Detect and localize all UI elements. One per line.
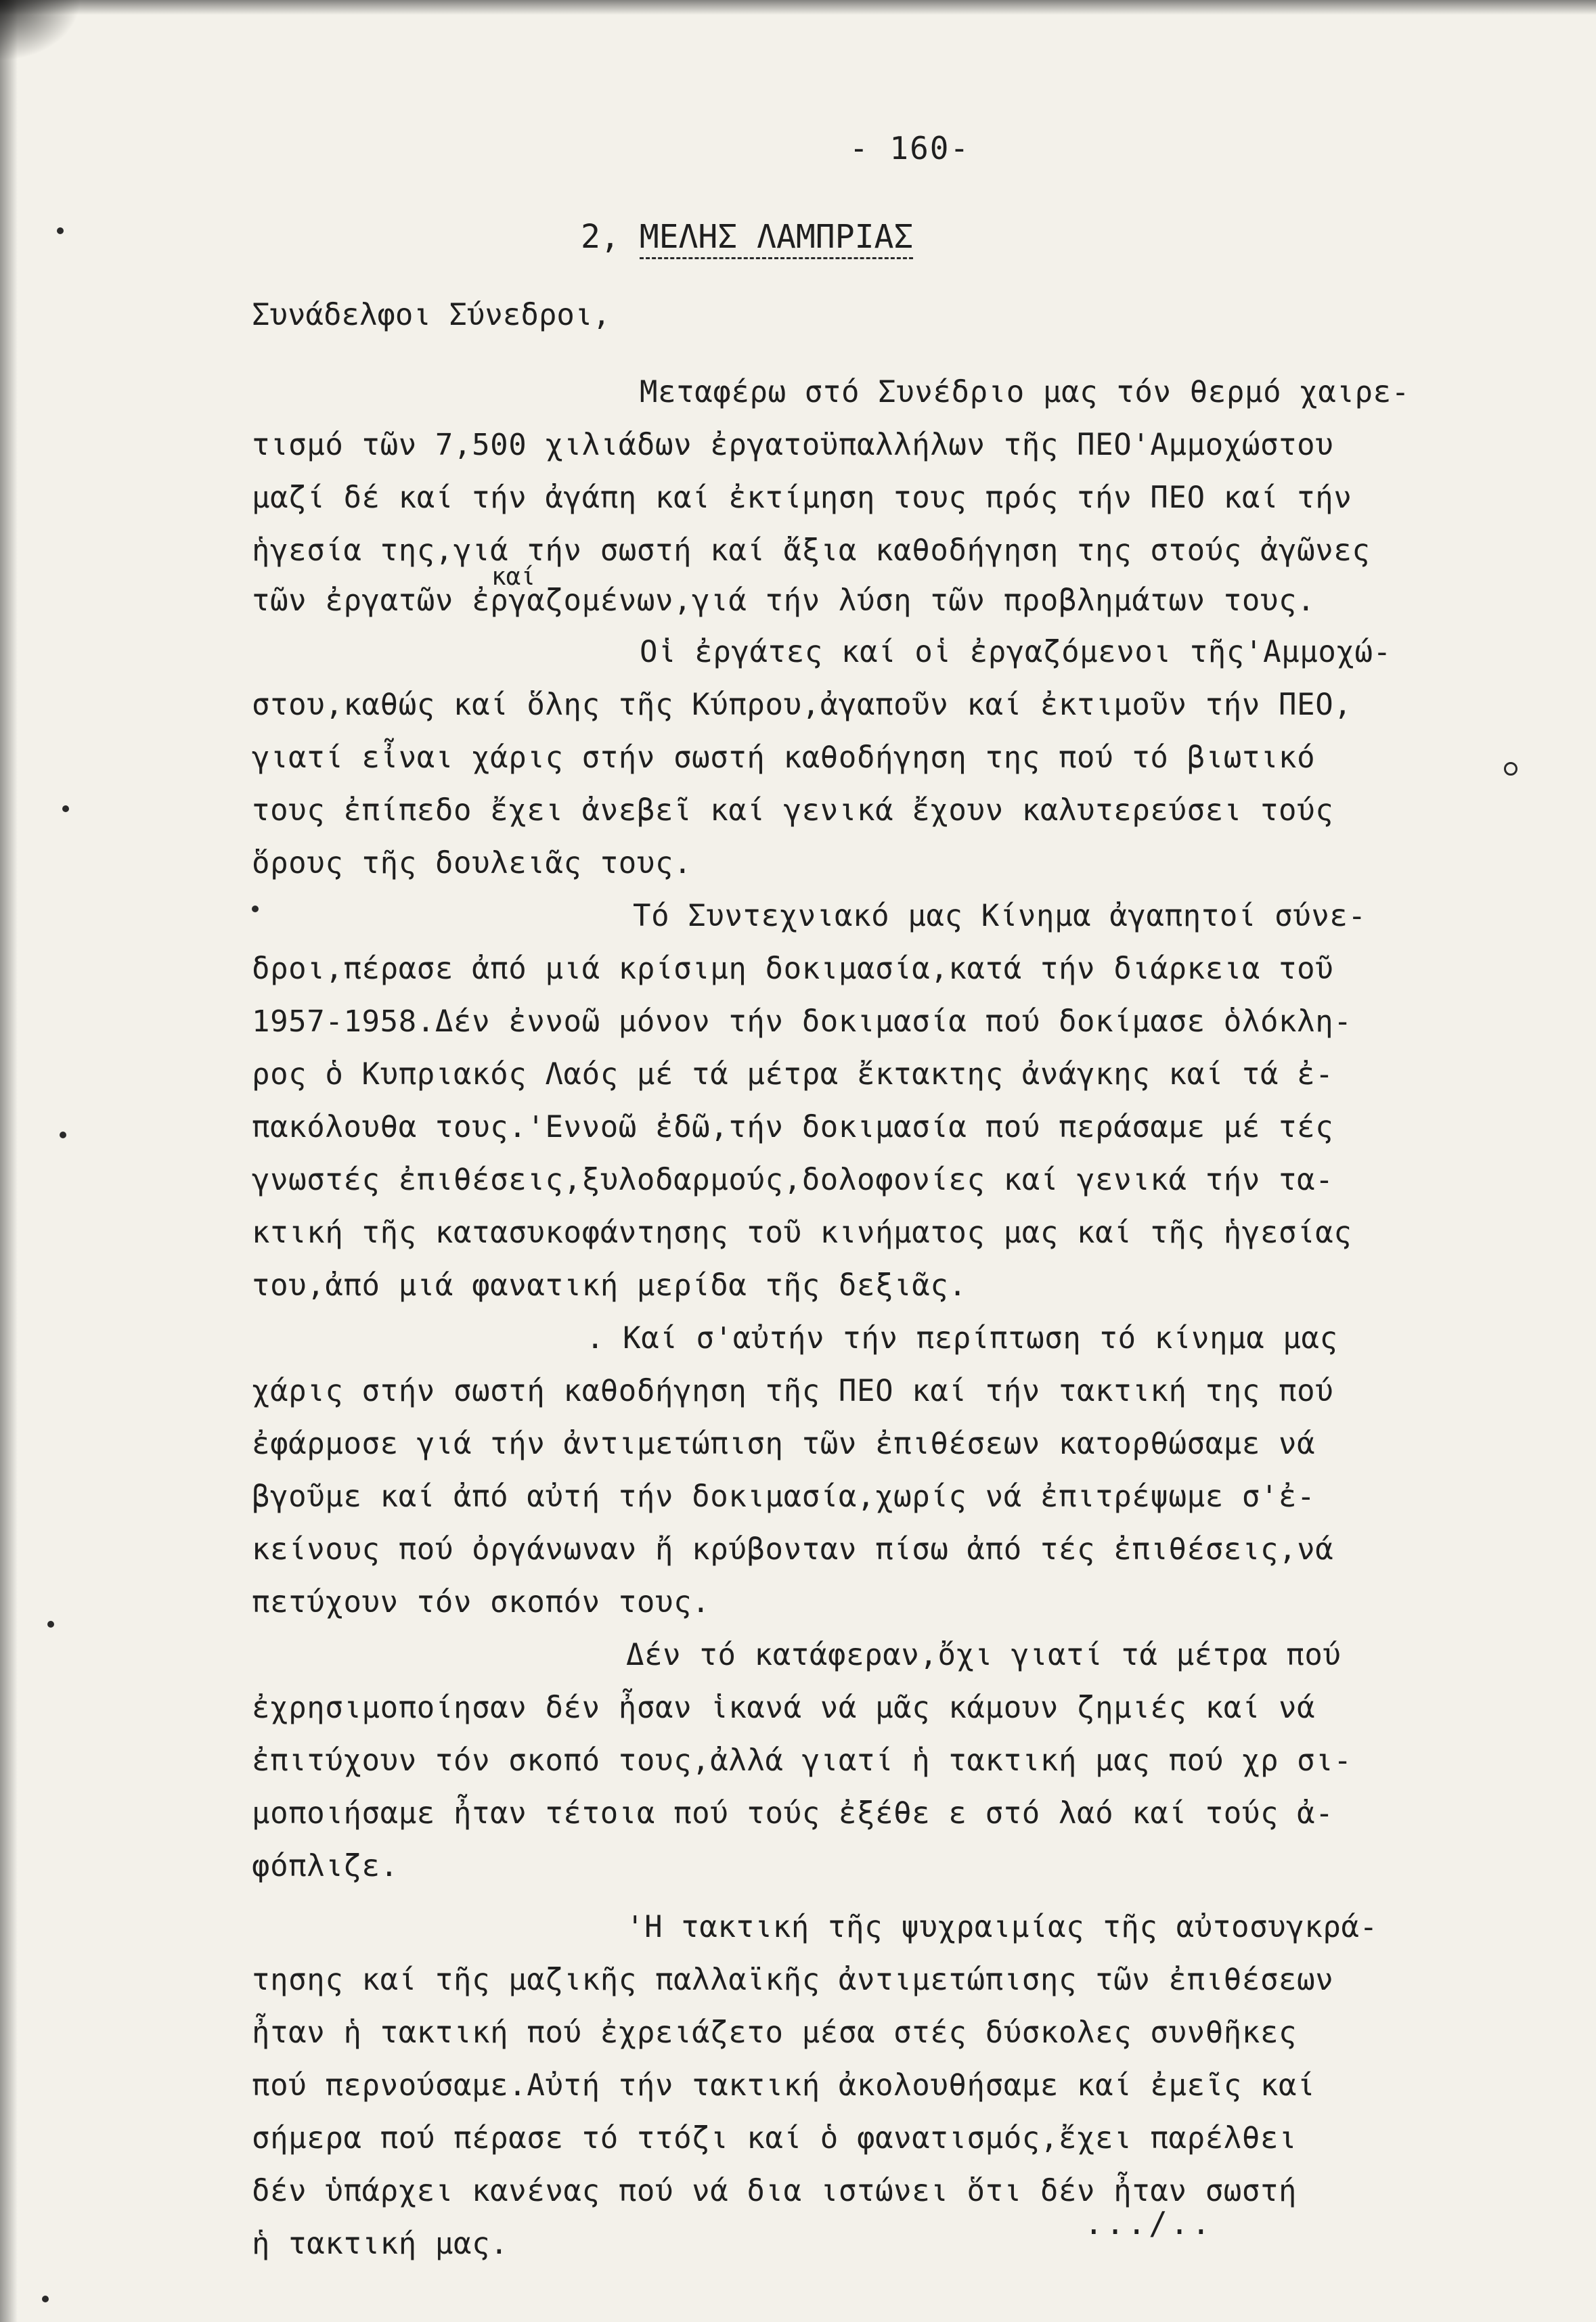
paragraph-line: τησης καί τῆς μαζικῆς παλλαϊκῆς ἀντιμετώπισης τῶν ἐπιθέσεων bbox=[252, 1963, 1334, 1997]
paragraph-line: κείνους πού ὀργάνωναν ἤ κρύβονταν πίσω ἀπό τές ἐπιθέσεις,νά bbox=[252, 1532, 1334, 1567]
paragraph-line: ρος ὁ Κυπριακός Λαός μέ τά μέτρα ἔκτακτης ἀνάγκης καί τά ἐ- bbox=[252, 1057, 1334, 1092]
section-heading bbox=[581, 218, 913, 256]
paragraph-line: Τό Συντεχνιακό μας Κίνημα ἀγαπητοί σύνε- bbox=[633, 899, 1367, 933]
paragraph-line: ἐπιτύχουν τόν σκοπό τους,ἀλλά γιατί ἡ τακτική μας πού χρ σι- bbox=[252, 1743, 1352, 1778]
paragraph-line: 'Η τακτική τῆς ψυχραιμίας τῆς αὐτοσυγκρά- bbox=[626, 1910, 1378, 1944]
scan-edge-left bbox=[0, 0, 18, 2322]
scan-speck bbox=[60, 1132, 66, 1138]
paragraph-line: σήμερα πού πέρασε τό ττόζι καί ὁ φανατισμός,ἔχει παρέλθει bbox=[252, 2121, 1298, 2156]
continuation-mark: .../.. bbox=[1084, 2205, 1214, 2241]
scan-ring-mark bbox=[1504, 762, 1517, 776]
paragraph-line: ἡ τακτική μας. bbox=[252, 2227, 509, 2261]
heading-speaker-name: ΜΕΛΗΣ ΛΑΜΠΡΙΑΣ bbox=[640, 218, 914, 259]
paragraph-line: Μεταφέρω στό Συνέδριο μας τόν θερμό χαιρε- bbox=[640, 375, 1410, 409]
paragraph-line: ἦταν ἡ τακτική πού ἐχρειάζετο μέσα στές δύσκολες συνθῆκες bbox=[252, 2015, 1298, 2050]
scan-edge-top bbox=[0, 0, 1596, 15]
paragraph-line: 1957-1958.Δέν ἐννοῶ μόνον τήν δοκιμασία πού δοκίμασε ὁλόκλη- bbox=[252, 1004, 1352, 1039]
paragraph-line: μαζί δέ καί τήν ἀγάπη καί ἐκτίμηση τους πρός τήν ΠΕΟ καί τήν bbox=[252, 481, 1352, 515]
scan-speck bbox=[57, 227, 64, 234]
scan-speck bbox=[47, 1621, 54, 1628]
paragraph-line: χάρις στήν σωστή καθοδήγηση τῆς ΠΕΟ καί τήν τακτική της πού bbox=[252, 1374, 1334, 1408]
salutation: Συνάδελφοι Σύνεδροι, bbox=[252, 298, 611, 332]
paragraph-line: στου,καθώς καί ὅλης τῆς Κύπρου,ἀγαποῦν καί ἐκτιμοῦν τήν ΠΕΟ, bbox=[252, 688, 1352, 722]
paragraph-line: πετύχουν τόν σκοπόν τους. bbox=[252, 1585, 711, 1620]
paragraph-line: πού περνούσαμε.Αὐτή τήν τακτική ἀκολουθήσαμε καί ἐμεῖς καί bbox=[252, 2068, 1316, 2103]
scan-speck bbox=[42, 2296, 49, 2302]
paragraph-line: τισμό τῶν 7,500 χιλιάδων ἐργατοϋπαλλήλων τῆς ΠΕΟ'Αμμοχώστου bbox=[252, 428, 1334, 462]
paragraph-line: . Καί σ'αὐτήν τήν περίπτωση τό κίνημα μας bbox=[586, 1321, 1338, 1356]
paragraph-line: μοποιήσαμε ἦταν τέτοια πού τούς ἐξέθε ε στό λαό καί τούς ἀ- bbox=[252, 1796, 1334, 1831]
paragraph-line: ἐφάρμοσε γιά τήν ἀντιμετώπιση τῶν ἐπιθέσεων κατορθώσαμε νά bbox=[252, 1427, 1316, 1461]
paragraph-line: Οἱ ἐργάτες καί οἱ ἐργαζόμενοι τῆς'Αμμοχώ- bbox=[640, 635, 1392, 669]
scan-speck bbox=[252, 906, 259, 912]
paragraph-line: τῶν ἐργατῶν ἐργαζομένων,γιά τήν λύση τῶν προβλημάτων τους. bbox=[252, 583, 1316, 618]
paragraph-line: ἐχρησιμοποίησαν δέν ἦσαν ἱκανά νά μᾶς κάμουν ζημιές καί νά bbox=[252, 1691, 1316, 1725]
paragraph-line: Δέν τό κατάφεραν,ὄχι γιατί τά μέτρα πού bbox=[626, 1638, 1342, 1672]
paragraph-line: γιατί εἶναι χάρις στήν σωστή καθοδήγηση της πού τό βιωτικό bbox=[252, 740, 1316, 775]
paragraph-line: κτική τῆς κατασυκοφάντησης τοῦ κινήματος μας καί τῆς ἡγεσίας bbox=[252, 1215, 1352, 1250]
heading-number: 2, bbox=[581, 218, 620, 256]
paragraph-line: ἡγεσία της,γιά τήν σωστή καί ἄξια καθοδήγηση της στούς ἀγῶνες bbox=[252, 533, 1371, 568]
paragraph-line: του,ἀπό μιά φανατική μερίδα τῆς δεξιᾶς. bbox=[252, 1268, 967, 1303]
handwritten-insertion: καί bbox=[491, 563, 536, 591]
paragraph-line: φόπλιζε. bbox=[252, 1849, 399, 1883]
paragraph-line: πακόλουθα τους.'Εννοῶ ἐδῶ,τήν δοκιμασία πού περάσαμε μέ τές bbox=[252, 1110, 1334, 1144]
paragraph-line: δέν ὑπάρχει κανένας πού νά δια ιστώνει ὅτι δέν ἦταν σωστή bbox=[252, 2174, 1298, 2208]
scan-corner-blot bbox=[0, 0, 81, 61]
scan-speck bbox=[62, 805, 69, 812]
paragraph-line: δροι,πέρασε ἀπό μιά κρίσιμη δοκιμασία,κατά τήν διάρκεια τοῦ bbox=[252, 952, 1334, 986]
paragraph-line: βγοῦμε καί ἀπό αὐτή τήν δοκιμασία,χωρίς νά ἐπιτρέψωμε σ'ἐ- bbox=[252, 1479, 1316, 1514]
paragraph-line: τους ἐπίπεδο ἔχει ἀνεβεῖ καί γενικά ἔχουν καλυτερεύσει τούς bbox=[252, 793, 1334, 828]
paragraph-line: γνωστές ἐπιθέσεις,ξυλοδαρμούς,δολοφονίες καί γενικά τήν τα- bbox=[252, 1163, 1334, 1197]
paragraph-line: ὅρους τῆς δουλειᾶς τους. bbox=[252, 846, 692, 880]
page-number: - 160- bbox=[849, 130, 971, 166]
